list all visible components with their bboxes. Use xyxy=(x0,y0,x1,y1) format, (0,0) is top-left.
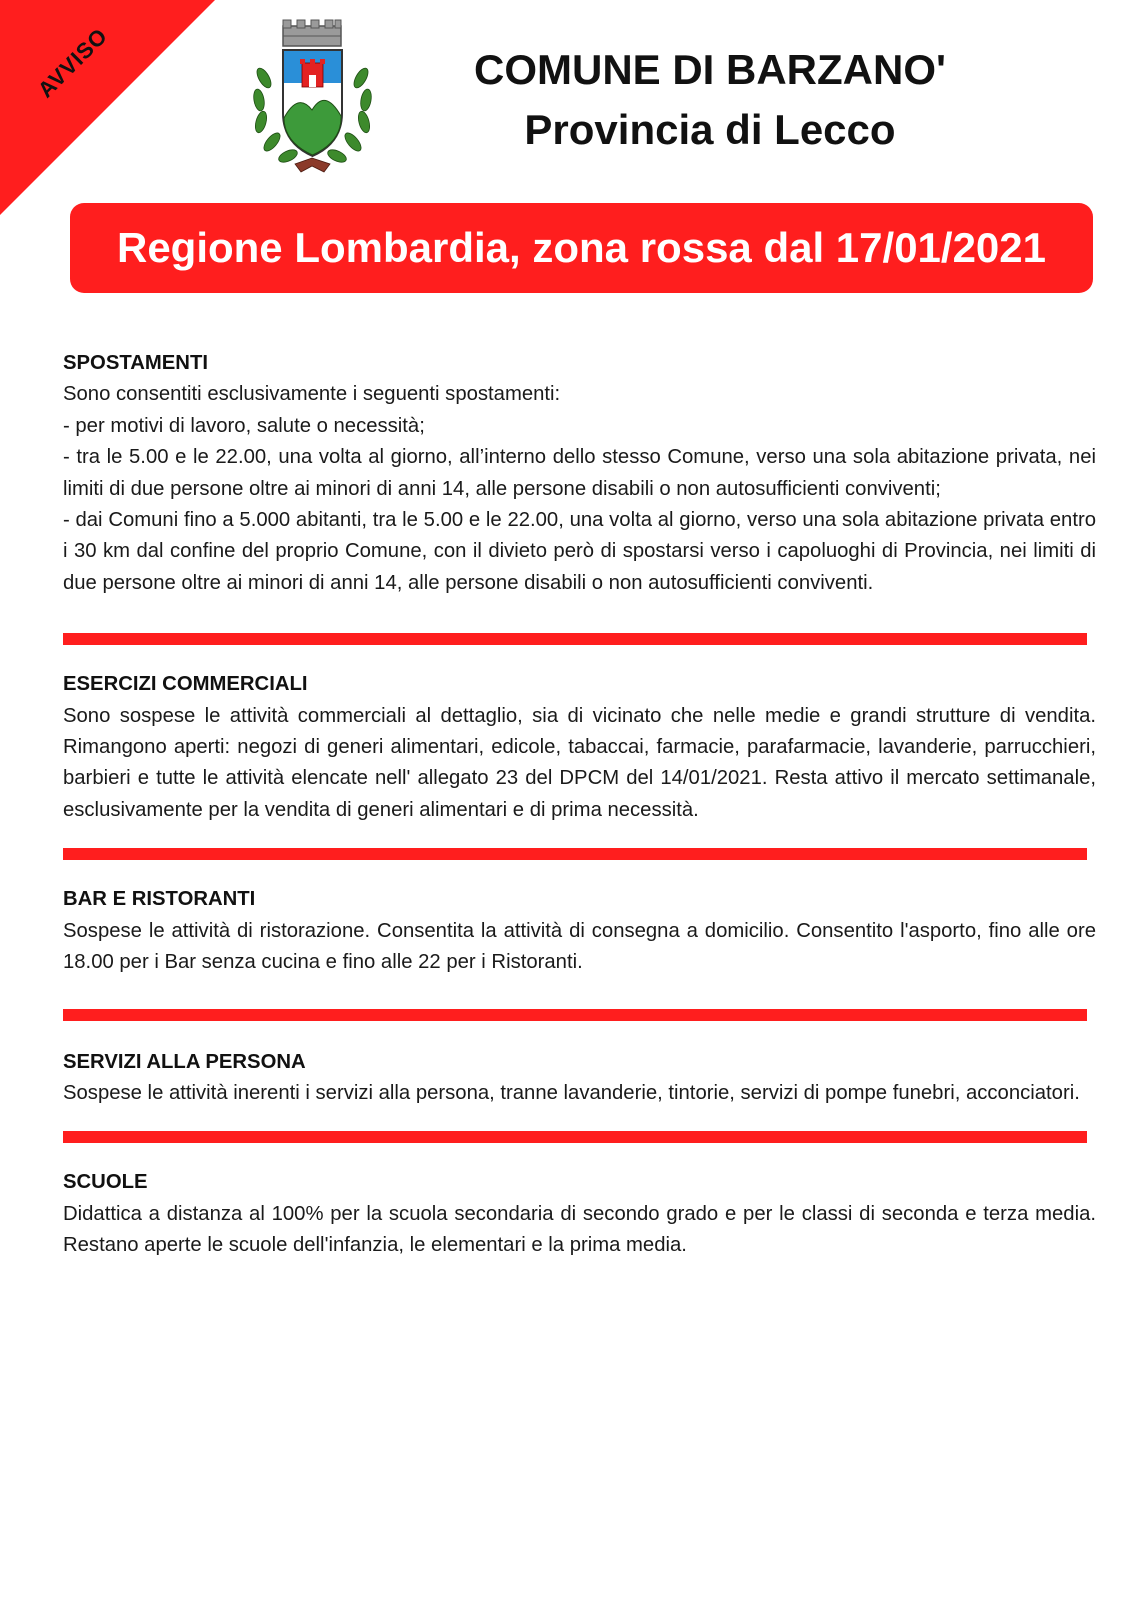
section-body: Sono sospese le attività commerciali al dettaglio, sia di vicinato che nelle medie e grandi strutture di vendita. Rimangono aperti: negozi di generi alimentari, edicole, tabaccai, farmacie, parafarmacie, lavanderie, parrucchieri, barbieri e tutte le attività elencate nell' allegato 23 del DPCM del 14/01/2021. Resta attivo il mercato settimanale, esclusivamente per la vendita di generi alimentari e di prima necessità. xyxy=(63,704,1096,821)
province-subtitle: Provincia di Lecco xyxy=(524,106,896,153)
section-title: SCUOLE xyxy=(63,1171,148,1194)
section-title: ESERCIZI COMMERCIALI xyxy=(63,673,308,696)
section-intro: Sono consentiti esclusivamente i seguenti spostamenti: xyxy=(63,383,561,406)
section-body: Didattica a distanza al 100% per la scuola secondaria di secondo grado e per le classi di seconda e terza media. Restano aperte le scuole dell'infanzia, le elementari e la prima media. xyxy=(63,1202,1096,1257)
section-esercizi-commerciali xyxy=(63,669,1096,826)
section-scuole xyxy=(63,1167,1096,1261)
section-servizi-alla-persona xyxy=(63,1047,1096,1110)
section-title: SPOSTAMENTI xyxy=(63,352,208,374)
section-divider xyxy=(63,1009,1087,1021)
section-body: Sospese le attività inerenti i servizi alla persona, tranne lavanderie, tintorie, servizi di pompe funebri, acconciatori. xyxy=(63,1081,1080,1104)
municipality-title: COMUNE DI BARZANO' xyxy=(474,46,946,93)
list-item: - tra le 5.00 e le 22.00, una volta al giorno, all’interno dello stesso Comune, verso una sola abitazione privata, nei limiti di due persone oltre ai minori di anni 14, alle persone disabili o non autosufficienti conviventi; xyxy=(63,446,1096,500)
notice-content xyxy=(63,348,1096,1262)
avviso-label: AVVISO xyxy=(32,22,113,103)
coat-of-arms-icon xyxy=(250,18,375,178)
section-divider xyxy=(63,1131,1087,1143)
list-item: - per motivi di lavoro, salute o necessità; xyxy=(63,414,425,437)
section-spostamenti xyxy=(63,348,1096,599)
section-body: Sospese le attività di ristorazione. Consentita la attività di consegna a domicilio. Consentito l'asporto, fino alle ore 18.00 per i Bar senza cucina e fino alle 22 per i Ristoranti. xyxy=(63,919,1096,974)
section-title: SERVIZI ALLA PERSONA xyxy=(63,1050,306,1073)
section-divider xyxy=(63,848,1087,860)
list-item: - dai Comuni fino a 5.000 abitanti, tra le 5.00 e le 22.00, una volta al giorno, verso una sola abitazione privata entro i 30 km dal confine del proprio Comune, con il divieto però di spostarsi verso i capoluoghi di Provincia, nei limiti di due persone oltre ai minori di anni 14, alle persone disabili o non autosufficienti conviventi. xyxy=(63,509,1096,594)
section-title: BAR E RISTORANTI xyxy=(63,888,256,911)
section-divider xyxy=(63,633,1087,645)
red-zone-banner: Regione Lombardia, zona rossa dal 17/01/2021 xyxy=(70,203,1093,293)
section-bar-e-ristoranti xyxy=(63,884,1096,978)
